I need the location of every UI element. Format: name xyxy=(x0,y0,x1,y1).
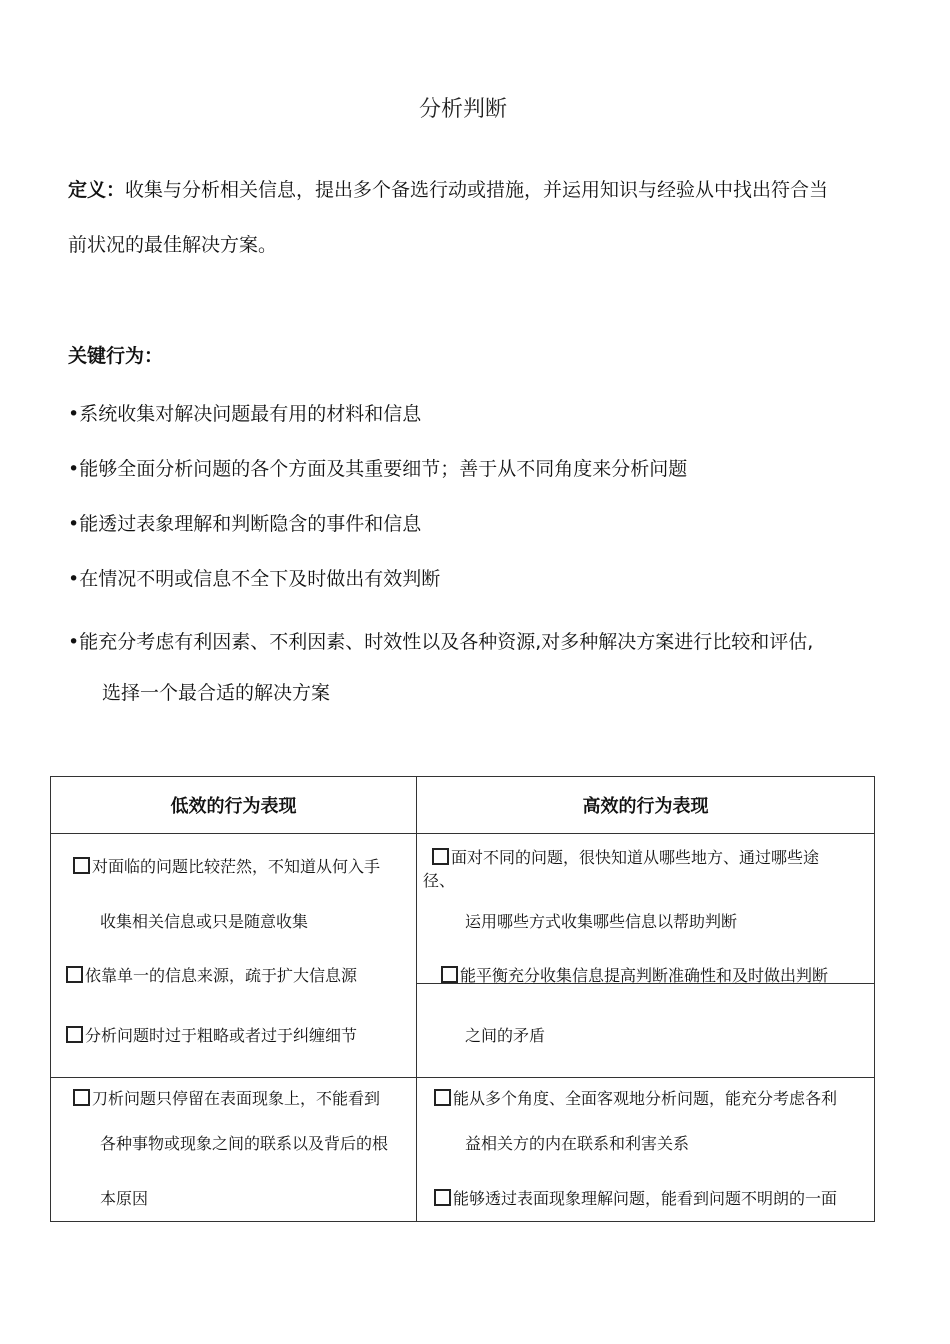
key-behavior-item: •系统收集对解决问题最有用的材料和信息 xyxy=(68,403,422,425)
list-item: 面对不同的问题，很快知道从哪些地方、通过哪些途 xyxy=(432,845,819,868)
bullet-icon: • xyxy=(68,631,80,653)
bullet-icon: • xyxy=(68,513,80,535)
list-item: 刀析问题只停留在表面现象上，不能看到 xyxy=(73,1086,380,1109)
key-behavior-item-continuation: 选择一个最合适的解决方案 xyxy=(102,682,331,704)
header-low-efficiency: 低效的行为表现 xyxy=(51,777,417,834)
list-item-continuation: 之间的矛盾 xyxy=(465,1026,546,1045)
row2-right-cell xyxy=(417,1078,875,1222)
row1-right-cell xyxy=(417,834,875,1078)
key-behavior-item: •能充分考虑有利因素、不利因素、时效性以及各种资源,对多种解决方案进行比较和评估, xyxy=(68,631,814,653)
table-row xyxy=(51,1078,875,1222)
bullet-icon: • xyxy=(68,403,80,425)
definition-label: 定义： xyxy=(68,179,126,201)
checkbox-icon xyxy=(432,848,449,865)
list-item-continuation: 益相关方的内在联系和利害关系 xyxy=(465,1134,690,1153)
definition-text-1: 收集与分析相关信息，提出多个备选行动或措施，并运用知识与经验从中找出符合当 xyxy=(125,179,829,201)
bullet-icon: • xyxy=(68,458,80,480)
checkbox-icon xyxy=(73,857,90,874)
definition-line-2: 前状况的最佳解决方案。 xyxy=(68,234,278,256)
checkbox-icon xyxy=(434,1089,451,1106)
checkbox-icon xyxy=(66,966,83,983)
definition-line-1 xyxy=(68,175,828,202)
list-item: 分析问题时过于粗略或者过于纠缠细节 xyxy=(66,1023,357,1046)
list-item-continuation: 收集相关信息或只是随意收集 xyxy=(100,912,309,931)
key-behaviors-heading: 关键行为： xyxy=(68,345,164,367)
list-item-continuation: 各种事物或现象之间的联系以及背后的根 xyxy=(100,1134,389,1153)
list-item: 依靠单一的信息来源，疏于扩大信息源 xyxy=(66,963,357,986)
list-item: 能够透过表面现象理解问题，能看到问题不明朗的一面 xyxy=(434,1186,837,1209)
checkbox-icon xyxy=(66,1026,83,1043)
list-item: 能平衡充分收集信息提高判断准确性和及时做出判断 xyxy=(441,963,828,986)
table-header-row xyxy=(51,777,875,834)
row2-left-cell xyxy=(51,1078,417,1222)
cell-divider xyxy=(417,983,874,984)
bullet-icon: • xyxy=(68,568,80,590)
behavior-comparison-table xyxy=(50,776,875,1222)
row1-left-cell xyxy=(51,834,417,1078)
key-behavior-item: •能透过表象理解和判断隐含的事件和信息 xyxy=(68,513,422,535)
checkbox-icon xyxy=(73,1089,90,1106)
key-behavior-item: •在情况不明或信息不全下及时做出有效判断 xyxy=(68,568,441,590)
list-item: 能从多个角度、全面客观地分析问题，能充分考虑各利 xyxy=(434,1086,837,1109)
table-row xyxy=(51,834,875,1078)
list-item-continuation: 运用哪些方式收集哪些信息以帮助判断 xyxy=(465,912,738,931)
list-item: 对面临的问题比较茫然，不知道从何入手 xyxy=(73,854,380,877)
checkbox-icon xyxy=(434,1189,451,1206)
key-behavior-item: •能够全面分析问题的各个方面及其重要细节；善于从不同角度来分析问题 xyxy=(68,458,688,480)
list-item-wrap: 径、 xyxy=(423,871,456,890)
checkbox-icon xyxy=(441,966,458,983)
list-item-continuation: 本原因 xyxy=(100,1189,149,1208)
page-title: 分析判断 xyxy=(418,97,507,122)
header-high-efficiency: 高效的行为表现 xyxy=(417,777,875,834)
